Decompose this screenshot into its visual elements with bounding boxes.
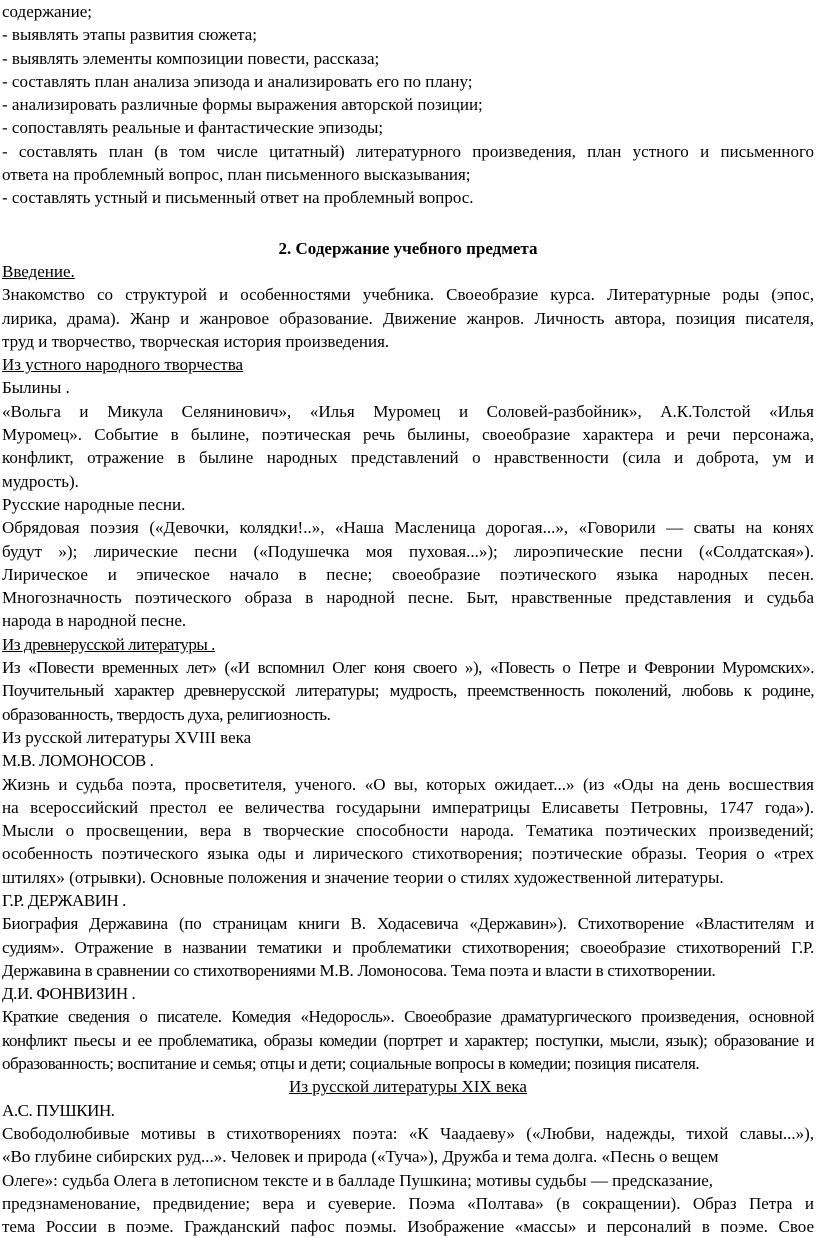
text-line: - составлять план (в том числе цитатный) литературного произведения, план устного и письменного <box>2 141 814 161</box>
text-line: штилях» (отрывки). Основные положения и значение теории о стилях художественной литературы. <box>2 867 724 887</box>
text-line: Свободолюбивые мотивы в стихотворениях поэта: «К Чаадаеву» («Любви, надежды, тихой славы...»), <box>2 1123 814 1143</box>
text-line: А.С. ПУШКИН. <box>2 1100 115 1120</box>
text-line: Из древнерусской литературы . <box>2 634 215 654</box>
text-line: Знакомство со структурой и особенностями учебника. Своеобразие курса. Литературные роды (эпос, <box>2 285 814 305</box>
text-line: - выявлять элементы композиции повести, рассказа; <box>2 48 380 68</box>
text-line: предзнаменование, предвидение; вера и суеверие. Поэма «Полтава» (в сокращении). Образ Петра и <box>2 1193 814 1213</box>
text-line: мудрость). <box>2 471 79 491</box>
text-line: «Вольга и Микула Селянинович», «Илья Муромец и Соловей-разбойник», А.К.Толстой «Илья <box>2 401 814 421</box>
text-line: Из «Повести временных лет» («И вспомнил Олег коня своего »), «Повесть о Петре и Февронии Муромских». <box>2 658 814 678</box>
text-line: - составлять план анализа эпизода и анализировать его по плану; <box>2 71 473 91</box>
text-line: Введение. <box>2 261 75 281</box>
text-line: - составлять устный и письменный ответ на проблемный вопрос. <box>2 188 474 208</box>
text-line: на всероссийский престол ее величества государыни императрицы Елисаветы Петровны, 1747 года»). <box>2 797 814 817</box>
text-line: тема России в поэме. Гражданский пафос поэмы. Изображение «массы» и персоналий в поэме. Свое <box>2 1217 814 1237</box>
text-line: особенность поэтического языка оды и лирического стихотворения; поэтические образы. Теория о «трех <box>2 844 814 864</box>
text-line: Олеге»: судьба Олега в летописном тексте и в балладе Пушкина; мотивы судьбы — предсказание, <box>2 1170 714 1190</box>
text-line: - выявлять этапы развития сюжета; <box>2 25 258 45</box>
text-line: труд и творчество, творческая история произведения. <box>2 331 390 351</box>
text-line: Д.И. ФОНВИЗИН . <box>2 984 136 1004</box>
text-line: Из русской литературы XVIII века <box>2 727 252 747</box>
text-line: Былины . <box>2 378 70 398</box>
text-line: будут »); лирические песни («Подушечка моя пуховая...»); лироэпические песни («Солдатская»). <box>2 541 814 561</box>
text-line: Державина в сравнении со стихотворениями М.В. Ломоносова. Тема поэта и власти в стихотворении. <box>2 960 716 980</box>
text-line: 2. Содержание учебного предмета <box>278 238 538 258</box>
text-line: Г.Р. ДЕРЖАВИН . <box>2 890 126 910</box>
text-line: Краткие сведения о писателе. Комедия «Недоросль». Своеобразие драматургического произведения, основной <box>2 1007 814 1027</box>
text-line: М.В. ЛОМОНОСОВ . <box>2 751 154 771</box>
text-line: образованность; воспитание и семья; отцы и дети; социальные вопросы в комедии; позиция писателя. <box>2 1054 700 1074</box>
text-line: - анализировать различные формы выражения авторской позиции; <box>2 95 483 115</box>
text-line: конфликт, отражение в былине народных представлений о нравственности (сила и доброта, ум и <box>2 448 814 468</box>
text-line: «Во глубине сибирских руд...». Человек и природа («Туча»), Дружба и тема долга. «Песнь о вещем <box>2 1147 719 1167</box>
text-line: народа в народной песне. <box>2 611 187 631</box>
text-line: Обрядовая поэзия («Девочки, колядки!..», «Наша Масленица дорогая...», «Говорили — сваты на конях <box>2 518 814 538</box>
text-line: Биография Державина (по страницам книги В. Ходасевича «Державин»). Стихотворение «Властителям и <box>2 914 814 934</box>
text-line: Русские народные песни. <box>2 494 186 514</box>
text-line: Муромец». Событие в былине, поэтическая речь былины, своеобразие характера и речи персонажа, <box>2 425 814 445</box>
text-line: Из устного народного творчества <box>2 355 244 375</box>
text-line: Мысли о просвещении, вера в творческие способности народа. Тематика поэтических произведений; <box>2 821 814 841</box>
text-line: Из русской литературы XIX века <box>289 1077 527 1097</box>
document-page <box>2 0 814 1238</box>
text-line: судиям». Отражение в названии тематики и проблематики стихотворения; своеобразие стихотворений Г.Р. <box>2 937 814 957</box>
text-line: Поучительный характер древнерусской литературы; мудрость, преемственность поколений, любовь к родине, <box>2 681 814 701</box>
text-line: Многозначность поэтического образа в народной песне. Быт, нравственные представления и судьба <box>2 588 814 608</box>
text-line: образованность, твердость духа, религиозность. <box>2 704 331 724</box>
text-line: содержание; <box>2 2 93 21</box>
text-line: Жизнь и судьба поэта, просветителя, ученого. «О вы, которых ожидает...» (из «Оды на день восшествия <box>2 774 814 794</box>
text-line: ответа на проблемный вопрос, план письменного высказывания; <box>2 165 471 185</box>
text-line: лирика, драма). Жанр и жанровое образование. Движение жанров. Личность автора, позиция писателя, <box>2 308 814 328</box>
text-line: Лирическое и эпическое начало в песне; своеобразие поэтического языка народных песен. <box>2 564 814 584</box>
text-line: конфликт пьесы и ее проблематика, образы комедии (портрет и характер; поступки, мысли, язык); образование и <box>2 1030 814 1050</box>
text-line: - сопоставлять реальные и фантастические эпизоды; <box>2 118 384 138</box>
blank-spacer <box>2 210 814 237</box>
